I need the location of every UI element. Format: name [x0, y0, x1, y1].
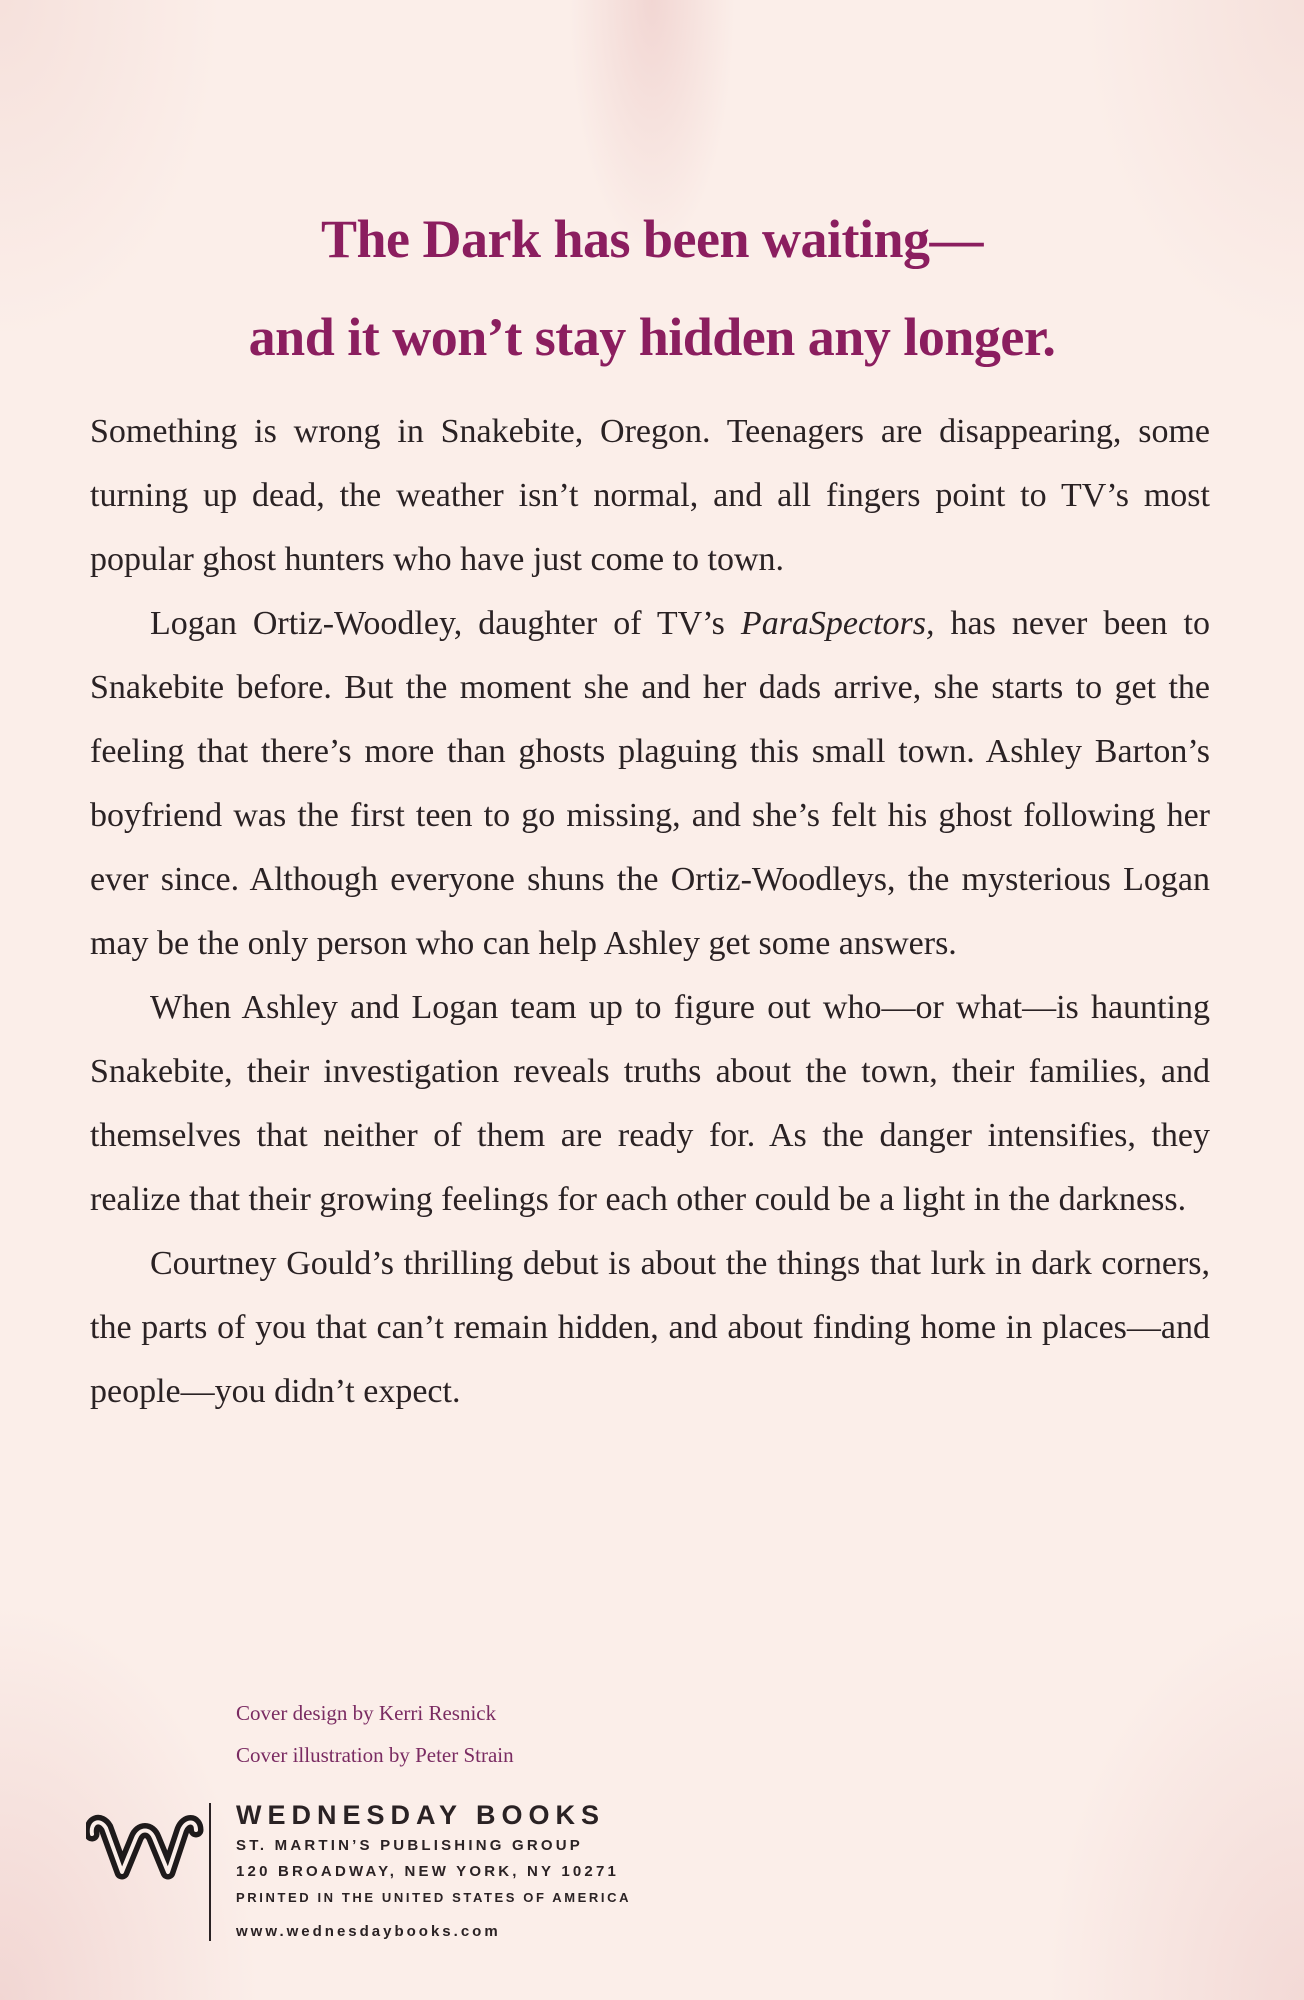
cover-credits [236, 1692, 514, 1776]
cover-design-credit: Cover design by Kerri Resnick [236, 1701, 497, 1725]
description-paragraph-2 [90, 592, 1210, 976]
w-logo-svg [86, 1800, 206, 1900]
paragraph-2-intro: Logan Ortiz-Woodley, daughter of TV’s [150, 605, 741, 642]
description-paragraph-3: When Ashley and Logan team up to figure out who—or what—is haunting Snakebite, their investigation reveals truths about the town, their families, and themselves that neither of them are ready for. As the danger intensifies, they realize that their growing feelings for each other could be a light in the darkness. [90, 989, 1210, 1218]
show-title: ParaSpectors, [740, 605, 935, 642]
publisher-url: www.wednesdaybooks.com [236, 1923, 501, 1940]
description-paragraph-1: Something is wrong in Snakebite, Oregon. Teenagers are disappearing, some turning up dead, the weather isn’t normal, and all fingers point to TV’s most popular ghost hunters who have just come to town. [90, 413, 1210, 578]
publisher-name: WEDNESDAY BOOKS [236, 1800, 606, 1830]
headline-line-2: and it won’t stay hidden any longer. [248, 307, 1056, 367]
publisher-address: 120 BROADWAY, NEW YORK, NY 10271 [236, 1863, 620, 1880]
headline [0, 190, 1304, 386]
publisher-block [236, 1797, 631, 1945]
printed-in: PRINTED IN THE UNITED STATES OF AMERICA [236, 1890, 632, 1905]
paragraph-2-rest: has never been to Snakebite before. But the moment she and her dads arrive, she starts to get the feeling that there’s more than ghosts plaguing this small town. Ashley Barton’s boyfriend was the first teen to go missing, and she’s felt his ghost following her ever since. Although everyone shuns the Ortiz-Woodleys, the mysterious Logan may be the only person who can help Ashley get some answers. [90, 605, 1210, 962]
headline-line-1: The Dark has been waiting— [320, 209, 984, 269]
wednesday-books-w-logo-icon [86, 1800, 206, 1900]
cover-illustration-credit: Cover illustration by Peter Strain [236, 1743, 514, 1767]
description-paragraph-4: Courtney Gould’s thrilling debut is about the things that lurk in dark corners, the parts of you that can’t remain hidden, and about finding home in places—and people—you didn’t expect. [90, 1245, 1210, 1410]
logo-divider [209, 1803, 211, 1941]
book-description [90, 400, 1210, 1424]
publisher-group: ST. MARTIN’S PUBLISHING GROUP [236, 1837, 583, 1854]
